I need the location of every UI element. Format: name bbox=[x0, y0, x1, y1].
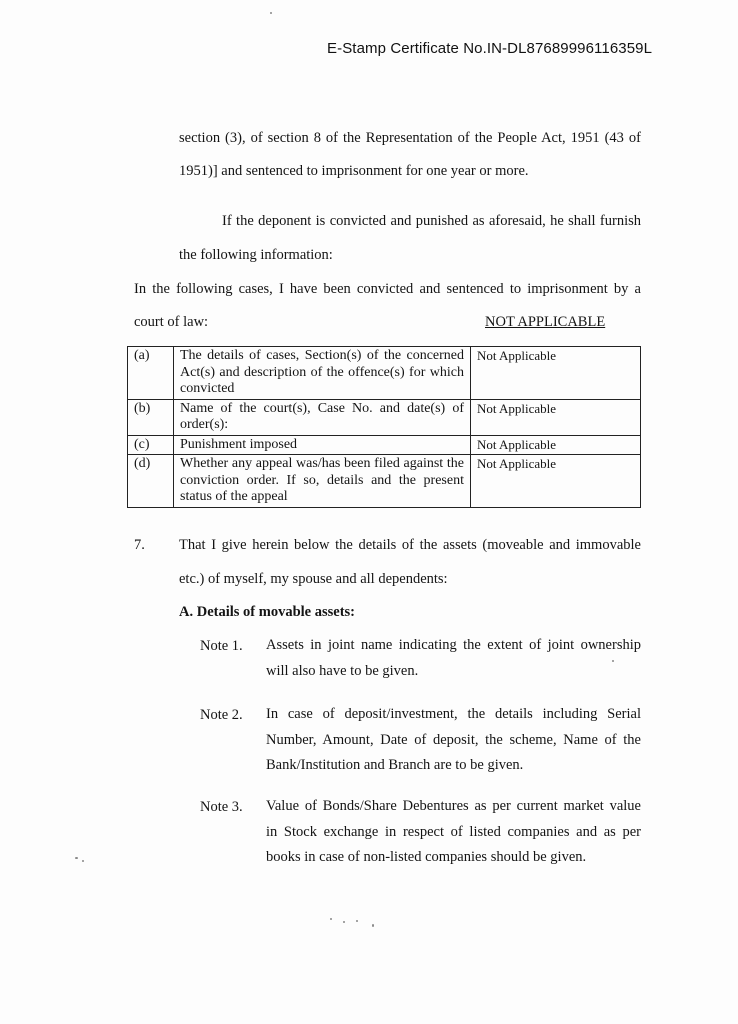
row-description: Whether any appeal was/has been filed against the conviction order. If so, details and the present status of the appeal bbox=[174, 455, 471, 508]
row-label: (a) bbox=[128, 347, 174, 400]
note-line: will also have to be given. bbox=[266, 662, 419, 679]
row-label: (c) bbox=[128, 435, 174, 455]
scan-speck bbox=[330, 918, 332, 920]
conviction-details-table bbox=[127, 346, 641, 508]
table-row bbox=[128, 347, 641, 400]
scan-speck bbox=[356, 920, 358, 922]
scan-speck bbox=[612, 660, 614, 662]
paragraph-line: That I give herein below the details of the assets (moveable and immovable bbox=[179, 537, 641, 553]
section-number: 7. bbox=[134, 537, 145, 553]
note-text bbox=[266, 702, 641, 779]
note-line: In case of deposit/investment, the details including Serial bbox=[266, 706, 641, 722]
row-value: Not Applicable bbox=[471, 347, 641, 400]
not-applicable-heading: NOT APPLICABLE bbox=[485, 314, 606, 330]
paragraph-line: court of law: bbox=[134, 314, 209, 330]
note-line: books in case of non-listed companies should be given. bbox=[266, 849, 587, 865]
row-description: Punishment imposed bbox=[174, 435, 471, 455]
paragraph-line: In the following cases, I have been convicted and sentenced to imprisonment by a bbox=[134, 281, 641, 297]
note-text bbox=[266, 633, 641, 684]
paragraph-line: section (3), of section 8 of the Representation of the People Act, 1951 (43 of bbox=[179, 130, 641, 146]
stamp-certificate-number: E-Stamp Certificate No.IN-DL87689996116359L bbox=[327, 40, 653, 57]
row-value: Not Applicable bbox=[471, 399, 641, 435]
scan-speck bbox=[75, 857, 78, 859]
note-line: Value of Bonds/Share Debentures as per current market value bbox=[266, 798, 641, 814]
note-line: in Stock exchange in respect of listed companies and as per bbox=[266, 823, 641, 840]
row-label: (d) bbox=[128, 455, 174, 508]
paragraph-line: If the deponent is convicted and punished as aforesaid, he shall furnish bbox=[222, 213, 641, 229]
scan-speck bbox=[270, 12, 272, 14]
note-label: Note 3. bbox=[200, 799, 243, 815]
row-value: Not Applicable bbox=[471, 435, 641, 455]
note-line: Assets in joint name indicating the extent of joint ownership bbox=[266, 637, 641, 653]
table-row bbox=[128, 455, 641, 508]
note-label: Note 1. bbox=[200, 638, 243, 654]
scan-speck bbox=[82, 860, 84, 862]
note-line: Bank/Institution and Branch are to be given. bbox=[266, 757, 524, 773]
paragraph-line: etc.) of myself, my spouse and all dependents: bbox=[179, 571, 448, 587]
scan-speck bbox=[372, 924, 374, 927]
note-line: Number, Amount, Date of deposit, the scheme, Name of the bbox=[266, 731, 641, 748]
note-text bbox=[266, 794, 641, 871]
table-row bbox=[128, 399, 641, 435]
paragraph-line: 1951)] and sentenced to imprisonment for one year or more. bbox=[179, 163, 529, 179]
note-label: Note 2. bbox=[200, 707, 243, 723]
row-description: The details of cases, Section(s) of the concerned Act(s) and description of the offence(s) for which convicted bbox=[174, 347, 471, 400]
row-value: Not Applicable bbox=[471, 455, 641, 508]
paragraph-line: the following information: bbox=[179, 247, 333, 263]
movable-assets-heading: A. Details of movable assets: bbox=[179, 604, 355, 620]
table-row bbox=[128, 435, 641, 455]
row-description: Name of the court(s), Case No. and date(s) of order(s): bbox=[174, 399, 471, 435]
row-label: (b) bbox=[128, 399, 174, 435]
scan-speck bbox=[343, 921, 345, 923]
